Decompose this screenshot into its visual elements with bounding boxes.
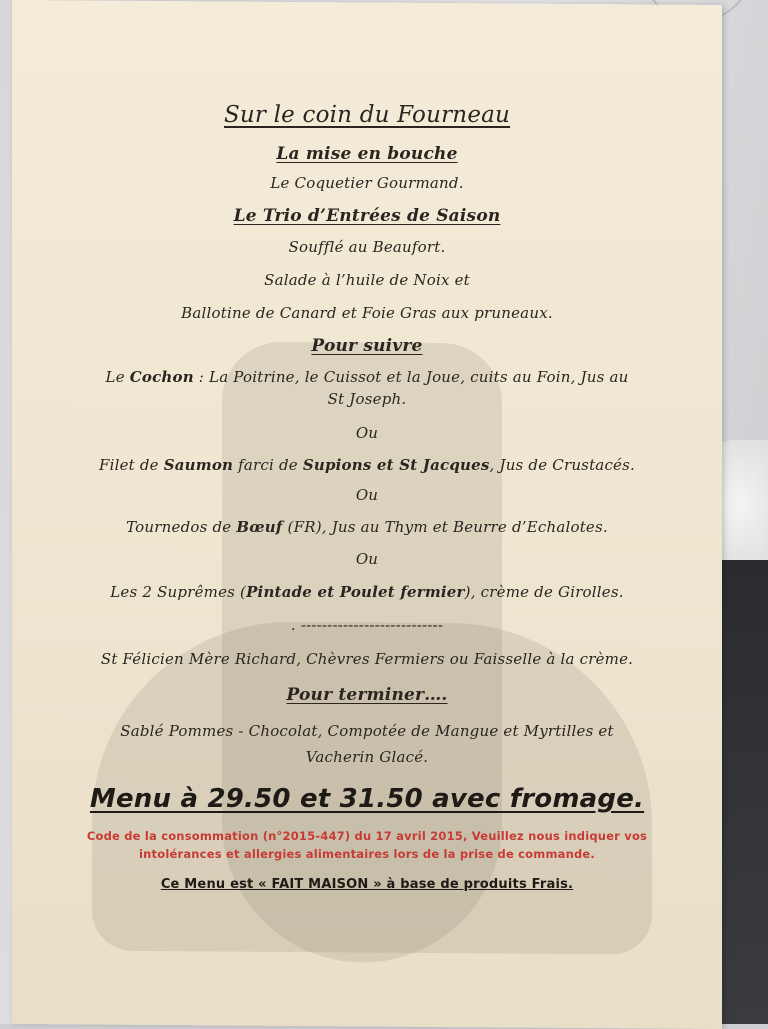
text-fragment: Le (105, 368, 130, 386)
menu-item: Le Coquetier Gourmand. (270, 174, 464, 192)
dessert-line-2: Vacherin Glacé. (305, 748, 429, 766)
text-fragment: Filet de (98, 456, 164, 474)
dish-name: Bœuf (236, 518, 283, 536)
text-fragment: , Jus de Crustacés. (489, 456, 635, 474)
divider-dashes: . --------------------------- (290, 616, 444, 634)
legal-notice-line-1: Code de la consommation (n°2015-447) du 17 avril 2015, Veuillez nous indiquer vos (86, 829, 648, 843)
text-fragment: Tournedos de (126, 518, 237, 536)
section-heading-pour-suivre: Pour suivre (311, 336, 423, 356)
main-course-supremes (12, 583, 722, 601)
or-separator: Ou (355, 486, 379, 504)
text-fragment: : La Poitrine, le Cuissot et la Joue, cuits au Foin, Jus au (193, 368, 629, 386)
fait-maison-notice: Ce Menu est « FAIT MAISON » à base de produits Frais. (160, 877, 574, 892)
menu-document (12, 0, 722, 1024)
dish-name: Supions et St Jacques (302, 456, 490, 474)
menu-item: Ballotine de Canard et Foie Gras aux pruneaux. (181, 304, 553, 322)
or-separator: Ou (355, 424, 379, 442)
menu-item: Salade à l’huile de Noix et (264, 271, 470, 289)
section-heading-pour-terminer: Pour terminer…. (286, 685, 448, 705)
menu-title: Sur le coin du Fourneau (223, 102, 511, 128)
section-heading-mise-en-bouche: La mise en bouche (276, 144, 458, 164)
main-course-boeuf (12, 518, 722, 536)
or-separator: Ou (355, 550, 379, 568)
dish-name: Pintade et Poulet fermier (246, 583, 465, 601)
text-fragment: Les 2 Suprêmes ( (110, 583, 247, 601)
main-course-cochon-cont: St Joseph. (327, 390, 407, 408)
main-course-saumon (12, 456, 722, 474)
cheese-course: St Félicien Mère Richard, Chèvres Fermiers ou Faisselle à la crème. (100, 650, 634, 668)
section-heading-trio-entrees: Le Trio d’Entrées de Saison (233, 206, 501, 226)
menu-price: Menu à 29.50 et 31.50 avec fromage. (89, 784, 645, 814)
legal-notice-line-2: intolérances et allergies alimentaires lors de la prise de commande. (139, 847, 595, 861)
dessert-line-1: Sablé Pommes - Chocolat, Compotée de Mangue et Myrtilles et (120, 722, 614, 740)
menu-item: Soufflé au Beaufort. (288, 238, 446, 256)
main-course-cochon (12, 368, 722, 386)
text-fragment: (FR), Jus au Thym et Beurre d’Echalotes. (282, 518, 608, 536)
text-fragment: ), crème de Girolles. (464, 583, 624, 601)
text-fragment: farci de (233, 456, 303, 474)
dish-name: Cochon (129, 368, 194, 386)
dish-name: Saumon (163, 456, 234, 474)
